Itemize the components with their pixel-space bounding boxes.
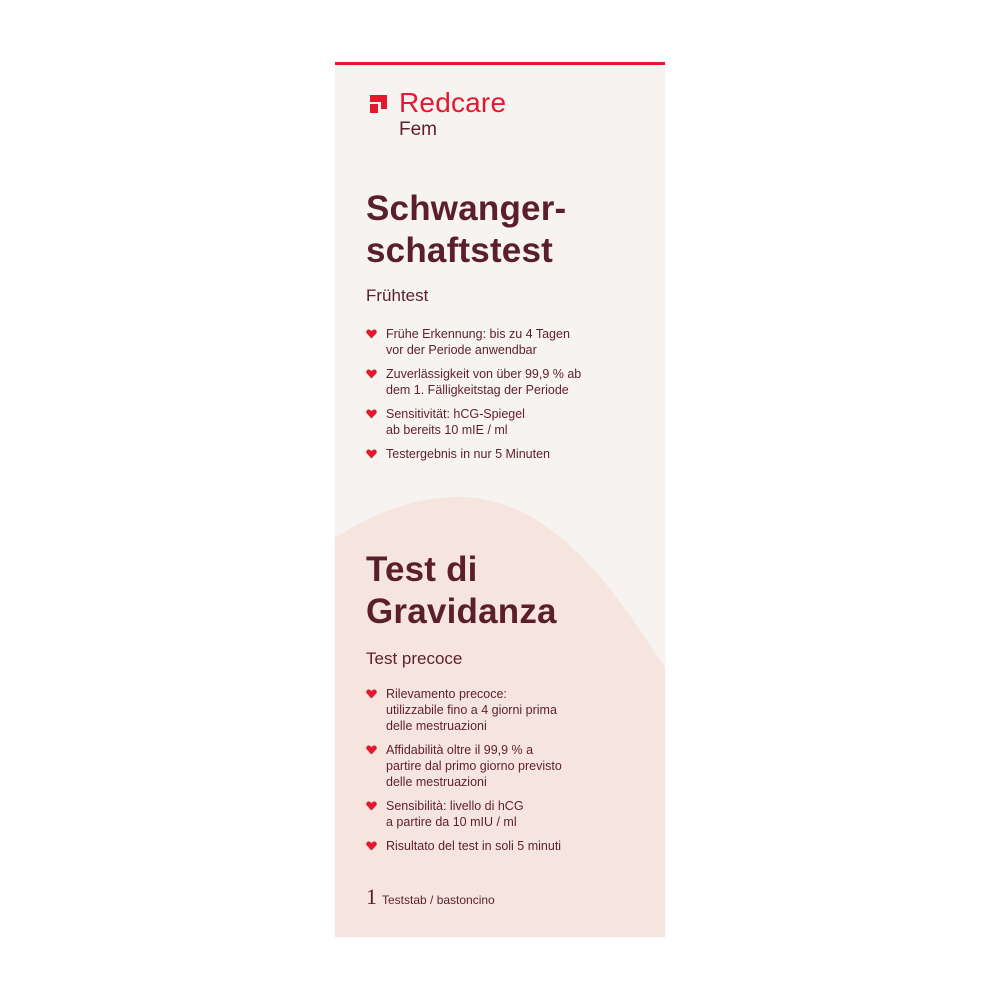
bullet-text: Risultato del test in soli 5 minuti <box>386 839 562 853</box>
bullet-text: Frühe Erkennung: bis zu 4 Tagen vor der Periode anwendbar <box>386 327 570 357</box>
package-count <box>366 884 495 910</box>
heart-icon <box>366 689 377 699</box>
german-bullet-list <box>366 326 636 470</box>
brand-sub-name: Fem <box>399 119 437 140</box>
heart-icon <box>366 329 377 339</box>
bullet-text: Sensitivität: hCG-Spiegel ab bereits 10 mIE / ml <box>386 407 525 437</box>
heart-icon <box>366 449 377 459</box>
heart-icon <box>366 369 377 379</box>
bullet-text: Zuverlässigkeit von über 99,9 % ab dem 1. Fälligkeitstag der Periode <box>386 367 582 397</box>
title-german <box>366 188 566 272</box>
title-german-line2: schaftstest <box>366 231 553 270</box>
title-german-line1: Schwanger- <box>366 189 567 228</box>
redcare-logo-icon <box>367 92 391 118</box>
brand-name: Redcare <box>399 87 507 118</box>
bullet-text: Rilevamento precoce: utilizzabile fino a 4 giorni prima delle mestruazioni <box>386 687 557 733</box>
list-item <box>366 686 636 734</box>
list-item <box>366 838 636 854</box>
count-number: 1 <box>366 884 377 909</box>
heart-icon <box>366 841 377 851</box>
heart-icon <box>366 409 377 419</box>
heart-icon <box>366 745 377 755</box>
list-item <box>366 326 636 358</box>
list-item <box>366 798 636 830</box>
italian-bullet-list <box>366 686 636 862</box>
list-item <box>366 366 636 398</box>
title-italian-line1: Test di <box>366 550 478 589</box>
heart-icon <box>366 801 377 811</box>
subtitle-italian: Test precoce <box>366 649 463 668</box>
list-item <box>366 406 636 438</box>
list-item <box>366 446 636 462</box>
subtitle-german: Frühtest <box>366 286 429 305</box>
product-box <box>335 62 665 937</box>
bullet-text: Testergebnis in nur 5 Minuten <box>386 447 550 461</box>
bullet-text: Affidabilità oltre il 99,9 % a partire dal primo giorno previsto delle mestruazioni <box>386 743 562 789</box>
bullet-text: Sensibilità: livello di hCG a partire da 10 mIU / ml <box>386 799 524 829</box>
title-italian-line2: Gravidanza <box>366 592 557 631</box>
brand-logo <box>367 88 506 141</box>
list-item <box>366 742 636 790</box>
count-label: Teststab / bastoncino <box>382 893 495 907</box>
title-italian <box>366 549 557 633</box>
